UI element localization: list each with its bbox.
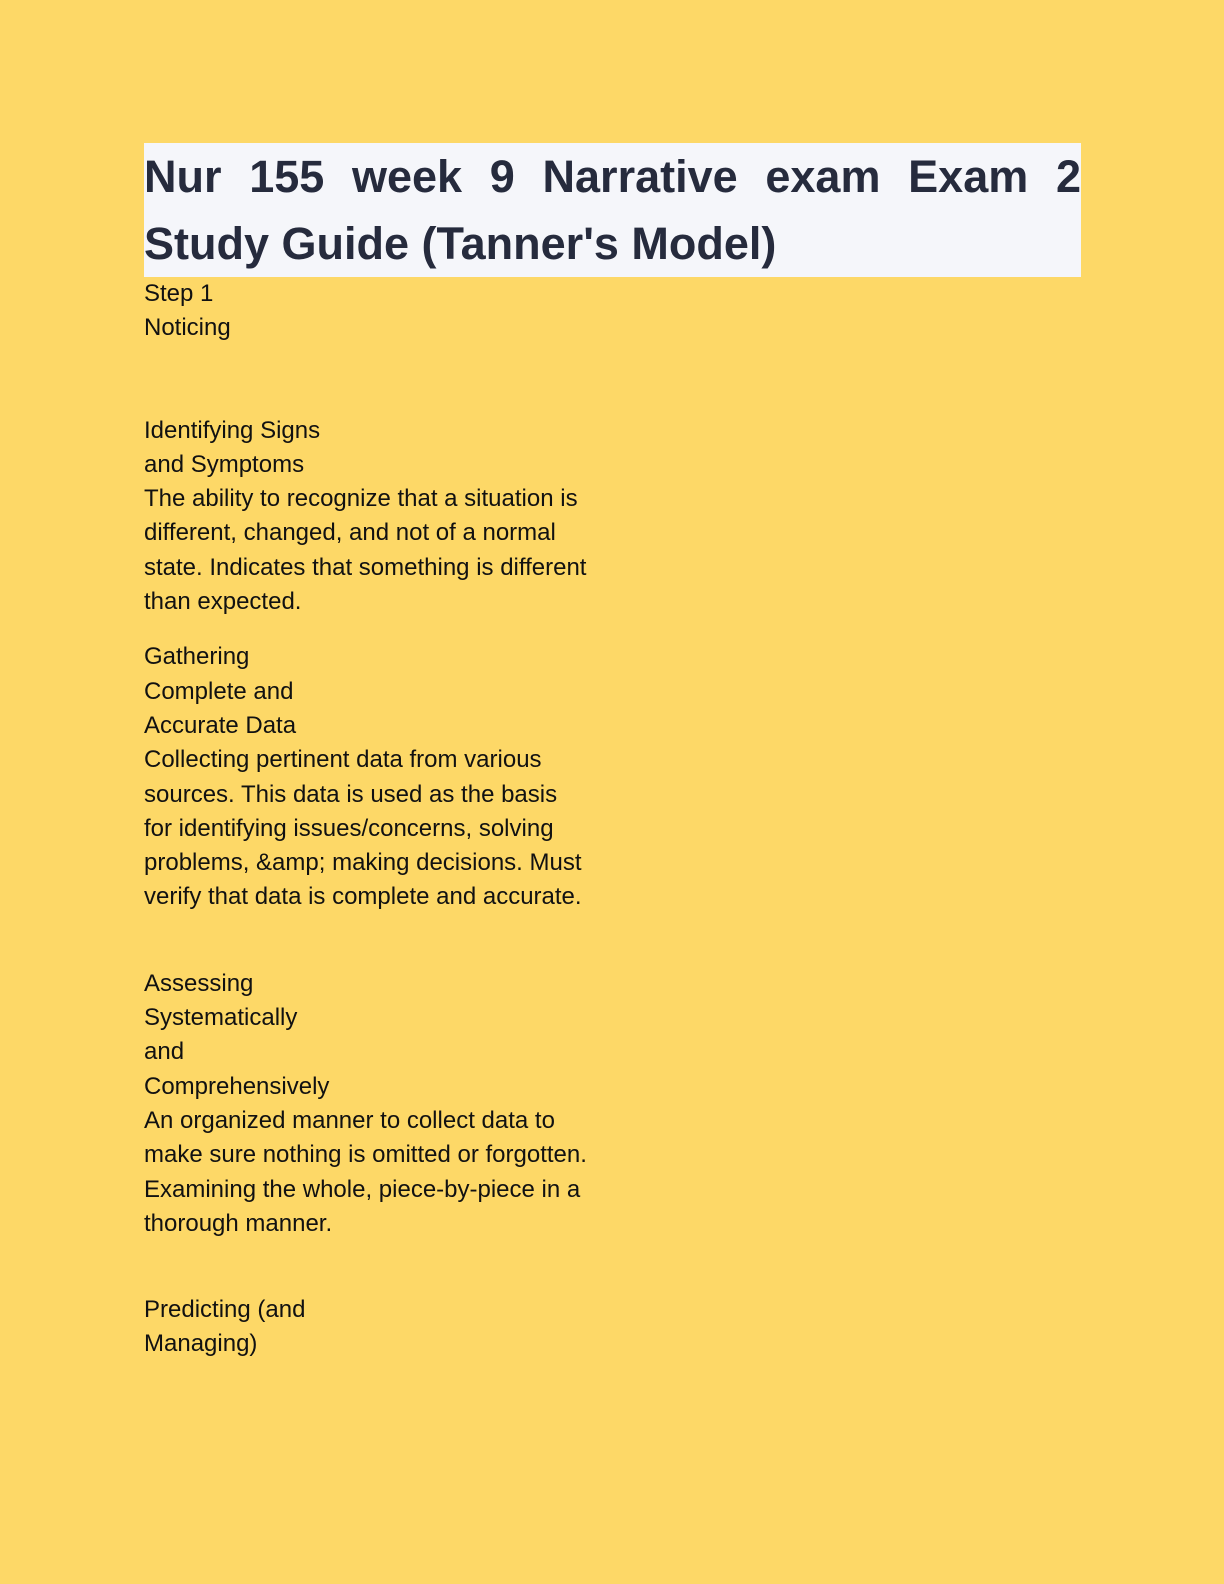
section-heading-line: Predicting (and — [144, 1296, 306, 1324]
section-assessing-systematically — [144, 967, 1081, 1241]
section-body-line: problems, &amp; making decisions. Must — [144, 849, 582, 877]
section-body-line: thorough manner. — [144, 1209, 333, 1237]
section-heading-line: Comprehensively — [144, 1072, 330, 1100]
section-body-line: state. Indicates that something is different — [144, 553, 587, 581]
section-heading-line: Identifying Signs — [144, 416, 321, 444]
section-heading-line: Complete and — [144, 677, 294, 705]
step-number: Step 1 — [144, 280, 214, 307]
step-name: Noticing — [144, 314, 231, 342]
document-title: Nur 155 week 9 Narrative exam Exam 2 Study Guide (Tanner's Model) — [144, 151, 1081, 269]
section-predicting — [144, 1293, 1081, 1362]
section-body-line: for identifying issues/concerns, solving — [144, 814, 554, 842]
step-heading — [144, 277, 1081, 346]
document-content — [144, 143, 1081, 1362]
section-body-line: Collecting pertinent data from various — [144, 746, 542, 774]
section-heading-line: Accurate Data — [144, 711, 297, 739]
section-identifying-signs — [144, 414, 1081, 620]
section-body-line: verify that data is complete and accurate. — [144, 883, 582, 911]
section-body-line: make sure nothing is omitted or forgotten. — [144, 1141, 587, 1169]
section-heading-line: Gathering — [144, 643, 250, 671]
section-gathering-data — [144, 640, 1081, 914]
section-heading-line: Assessing — [144, 969, 254, 997]
title-highlight — [144, 143, 1081, 277]
section-body-line: sources. This data is used as the basis — [144, 780, 558, 808]
section-body-line: than expected. — [144, 588, 302, 616]
section-body-line: Examining the whole, piece-by-piece in a — [144, 1175, 581, 1203]
section-body-line: The ability to recognize that a situation is — [144, 485, 578, 513]
section-heading-line: and Symptoms — [144, 450, 305, 478]
section-body-line: different, changed, and not of a normal — [144, 519, 556, 547]
section-body-line: An organized manner to collect data to — [144, 1106, 555, 1134]
section-heading-line: Systematically — [144, 1004, 298, 1032]
section-heading-line: Managing) — [144, 1330, 258, 1358]
section-heading-line: and — [144, 1038, 185, 1066]
